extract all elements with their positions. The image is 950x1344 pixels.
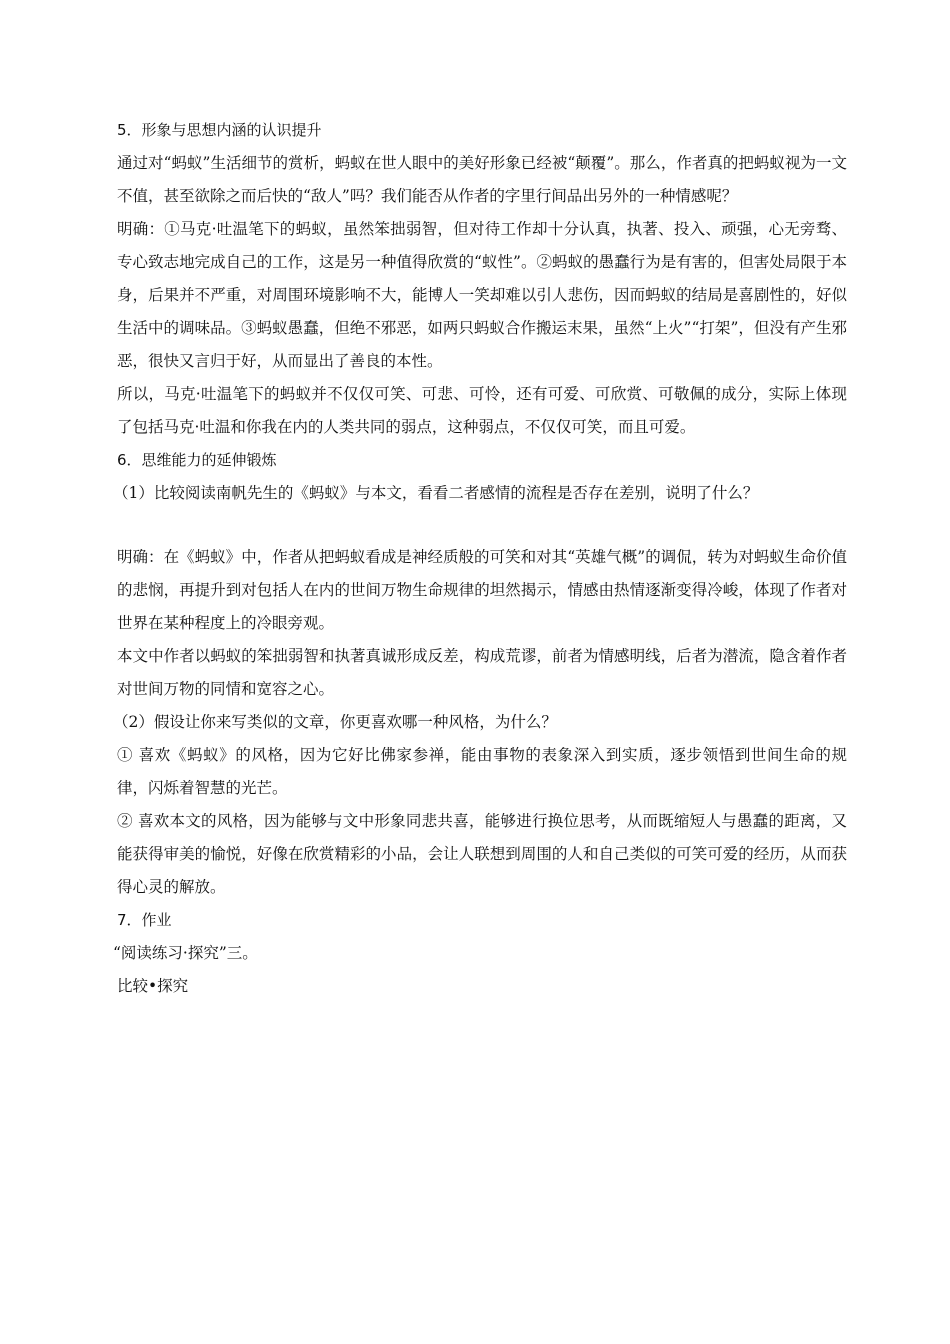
section-6-answer-2-1: ① 喜欢《蚂蚁》的风格，因为它好比佛家参禅，能由事物的表象深入到实质，逐步领悟到世间生命的规律，闪烁着智慧的光芒。 [117, 746, 847, 797]
section-6-answer-1b: 本文中作者以蚂蚁的笨拙弱智和执著真诚形成反差，构成荒谬，前者为情感明线，后者为潜流，隐含着作者对世间万物的同情和宽容之心。 [117, 647, 847, 698]
blank-gap [117, 510, 847, 541]
section-6-answer-2-2: ② 喜欢本文的风格，因为能够与文中形象同悲共喜，能够进行换位思考，从而既缩短人与愚蠢的距离，又能获得审美的愉悦，好像在欣赏精彩的小品，会让人联想到周围的人和自己类似的可笑可爱的经历，从而获得心灵的解放。 [117, 812, 847, 896]
section-5-title: 5．形象与思想内涵的认识提升 [117, 121, 322, 139]
document-page [113, 114, 847, 1003]
section-6-answer-1: 明确：在《蚂蚁》中，作者从把蚂蚁看成是神经质般的可笑和对其“英雄气概”的调侃，转为对蚂蚁生命价值的悲悯，再提升到对包括人在内的世间万物生命规律的坦然揭示，情感由热情逐渐变得冷峻，体现了作者对世界在某种程度上的冷眼旁观。 [117, 548, 847, 632]
section-5-answer-2: 所以，马克·吐温笔下的蚂蚁并不仅仅可笑、可悲、可怜，还有可爱、可欣赏、可敬佩的成分，实际上体现了包括马克·吐温和你我在内的人类共同的弱点，这种弱点，不仅仅可笑，而且可爱。 [117, 385, 847, 436]
section-5-answer-1: 明确：①马克·吐温笔下的蚂蚁，虽然笨拙弱智，但对待工作却十分认真，执著、投入、顽强，心无旁骛、专心致志地完成自己的工作，这是另一种值得欣赏的“蚁性”。②蚂蚁的愚蠢行为是有害的，但害处局限于本身，后果并不严重，对周围环境影响不大，能博人一笑却难以引人悲伤，因而蚂蚁的结局是喜剧性的，好似生活中的调味品。③蚂蚁愚蠢，但绝不邪恶，如两只蚂蚁合作搬运末果，虽然“上火”“打架”，但没有产生邪恶，很快又言归于好，从而显出了善良的本性。 [117, 220, 847, 370]
section-next-title: 比较•探究 [117, 977, 189, 995]
section-7-title: 7．作业 [117, 911, 172, 929]
section-6-question-1: （1）比较阅读南帆先生的《蚂蚁》与本文，看看二者感情的流程是否存在差别，说明了什么？ [113, 484, 759, 502]
section-5-question: 通过对“蚂蚁”生活细节的赏析，蚂蚁在世人眼中的美好形象已经被“颠覆”。那么，作者真的把蚂蚁视为一文不值，甚至欲除之而后快的“敌人”吗？我们能否从作者的字里行间品出另外的一种情感呢？ [117, 154, 847, 205]
section-7-task: “阅读练习·探究”三。 [113, 944, 258, 962]
section-6-question-2: （2）假设让你来写类似的文章，你更喜欢哪一种风格，为什么？ [113, 713, 557, 731]
section-6-title: 6．思维能力的延伸锻炼 [117, 451, 277, 469]
